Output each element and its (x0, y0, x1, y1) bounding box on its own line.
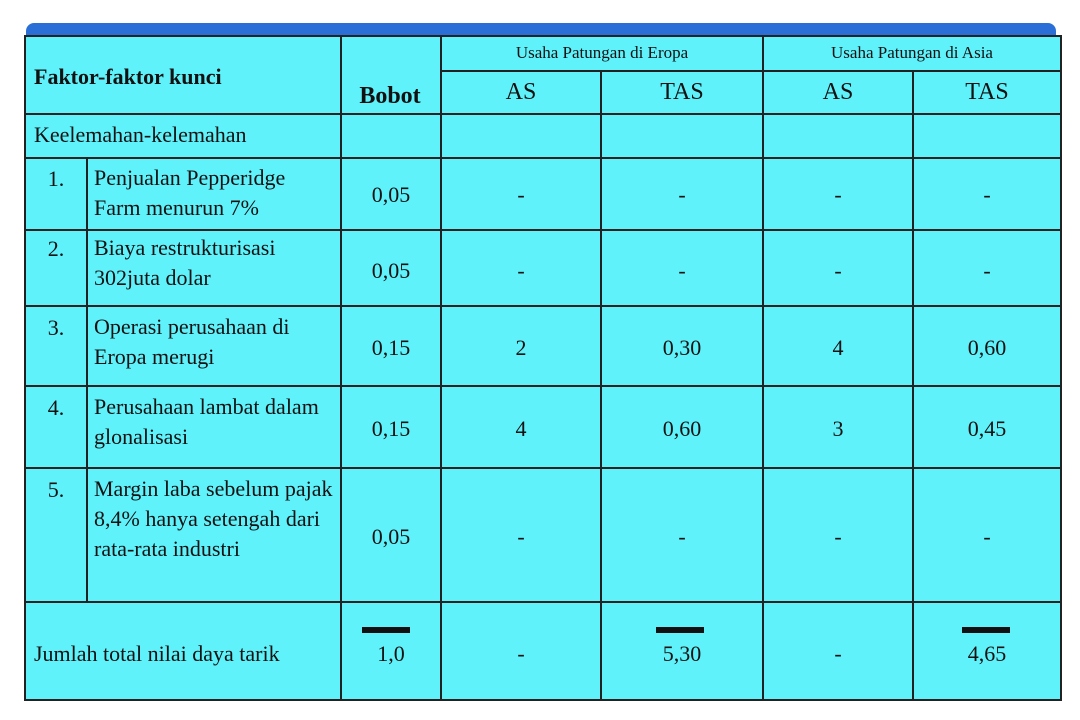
row-asia-tas: - (983, 258, 991, 283)
row-asia-tas: - (983, 524, 991, 549)
total-label: Jumlah total nilai daya tarik (34, 641, 280, 666)
sum-rule-europe-tas (656, 627, 704, 633)
row-number: 2. (47, 236, 65, 261)
total-asia-tas: 4,65 (967, 641, 1007, 666)
row-weight: 0,15 (371, 335, 411, 360)
row-asia-as: - (834, 258, 842, 283)
row-asia-tas: - (983, 182, 991, 207)
total-weight: 1,0 (377, 641, 405, 666)
total-europe-tas: 5,30 (662, 641, 702, 666)
row-number: 5. (47, 477, 65, 502)
line-section-bottom (26, 157, 1060, 159)
row-number: 4. (47, 395, 65, 420)
row-factor: Perusahaan lambat dalam glonalisasi (94, 394, 319, 449)
qspm-table (24, 35, 1062, 701)
line-row1-bottom (26, 229, 1060, 231)
header-key-factors: Faktor-faktor kunci (34, 64, 222, 89)
header-group-europe: Usaha Patungan di Eropa (515, 43, 689, 62)
row-number: 3. (47, 315, 65, 340)
row-europe-tas: 0,30 (662, 335, 702, 360)
total-asia-as: - (834, 641, 842, 666)
row-europe-as: 4 (515, 416, 527, 441)
line-row2-bottom (26, 305, 1060, 307)
row-europe-as: - (517, 258, 525, 283)
section-title: Keelemahan-kelemahan (34, 122, 247, 147)
row-factor: Biaya restrukturisasi 302juta dolar (94, 235, 276, 290)
row-asia-as: - (834, 182, 842, 207)
line-row3-bottom (26, 385, 1060, 387)
row-asia-tas: 0,45 (967, 416, 1007, 441)
header-weight: Bobot (359, 83, 421, 109)
row-asia-as: 3 (832, 416, 844, 441)
row-europe-tas: - (678, 182, 686, 207)
row-europe-tas: - (678, 258, 686, 283)
line-row5-bottom (26, 601, 1060, 603)
header-asia-as: AS (822, 79, 854, 105)
line-col-number (86, 157, 88, 601)
row-europe-tas: - (678, 524, 686, 549)
line-header-bottom (26, 113, 1060, 115)
row-europe-as: - (517, 524, 525, 549)
row-asia-as: - (834, 524, 842, 549)
row-weight: 0,05 (371, 182, 411, 207)
sum-rule-weight (362, 627, 410, 633)
line-row4-bottom (26, 467, 1060, 469)
sum-rule-asia-tas (962, 627, 1010, 633)
row-factor: Margin laba sebelum pajak 8,4% hanya setengah dari rata-rata industri (94, 476, 333, 561)
header-group-asia: Usaha Patungan di Asia (831, 43, 993, 62)
total-europe-as: - (517, 641, 525, 666)
line-header-split (440, 70, 1060, 72)
row-europe-as: 2 (515, 335, 527, 360)
row-weight: 0,05 (371, 258, 411, 283)
row-factor: Penjualan Pepperidge Farm menurun 7% (94, 165, 286, 220)
header-asia-tas: TAS (965, 79, 1009, 105)
row-europe-tas: 0,60 (662, 416, 702, 441)
row-number: 1. (47, 166, 65, 191)
header-europe-tas: TAS (660, 79, 704, 105)
row-asia-as: 4 (832, 335, 844, 360)
header-europe-as: AS (505, 79, 537, 105)
row-factor: Operasi perusahaan di Eropa merugi (94, 314, 290, 369)
row-weight: 0,15 (371, 416, 411, 441)
row-asia-tas: 0,60 (967, 335, 1007, 360)
row-europe-as: - (517, 182, 525, 207)
row-weight: 0,05 (371, 524, 411, 549)
